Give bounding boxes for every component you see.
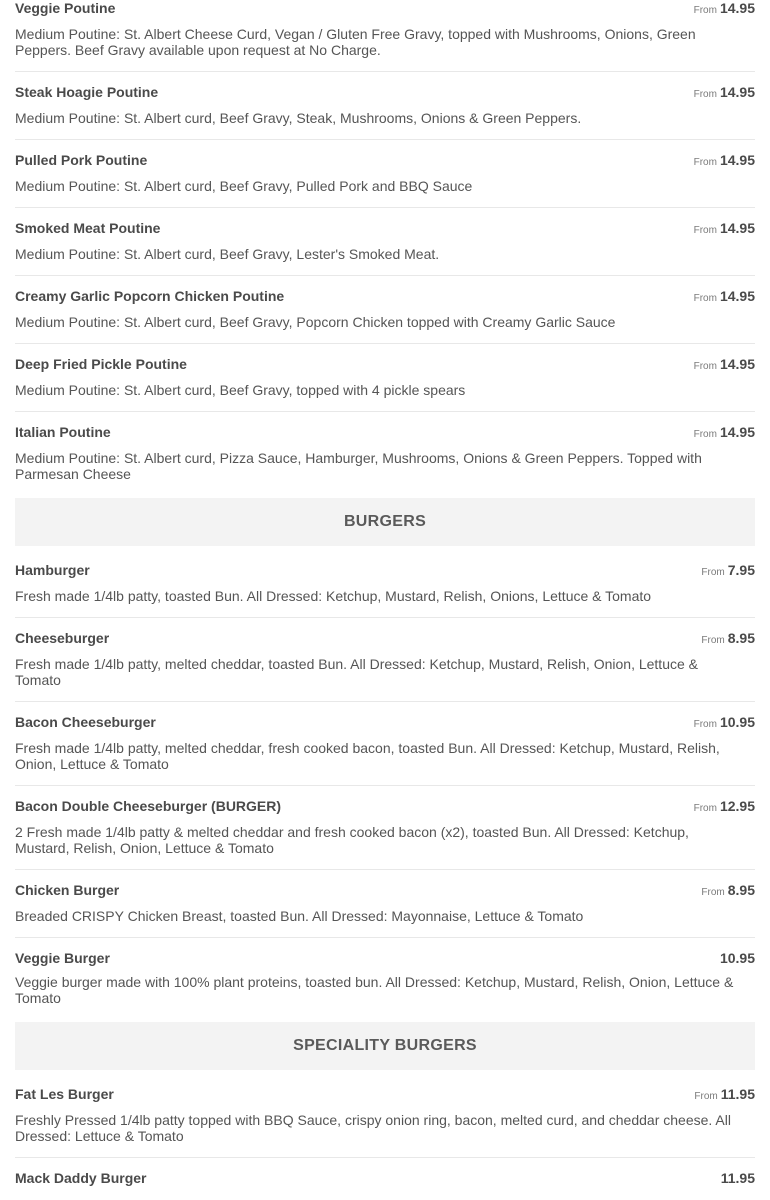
menu-item-deep-fried-pickle-poutine[interactable]	[15, 344, 755, 412]
item-description: Medium Poutine: St. Albert curd, Beef Gravy, topped with 4 pickle spears	[15, 382, 466, 398]
from-label: From	[693, 5, 717, 16]
item-name: Mack Daddy Burger	[15, 1170, 147, 1186]
item-price	[721, 1170, 755, 1187]
item-name: Deep Fried Pickle Poutine	[15, 356, 187, 372]
item-price	[694, 424, 755, 443]
menu-item-veggie-burger[interactable]	[15, 938, 755, 1022]
item-price	[694, 152, 755, 171]
item-name: Fat Les Burger	[15, 1086, 114, 1102]
item-description: Fresh made 1/4lb patty, melted cheddar, fresh cooked bacon, toasted Bun. All Dressed: Ketchup, Mustard, Relish, Onion, Lettuce & Tomato	[15, 740, 720, 772]
menu-item-pulled-pork-poutine[interactable]	[15, 140, 755, 208]
item-description: Breaded CRISPY Chicken Breast, toasted Bun. All Dressed: Mayonnaise, Lettuce & Tomato	[15, 908, 584, 924]
item-price	[701, 630, 755, 649]
menu-item-cheeseburger[interactable]	[15, 618, 755, 702]
item-name: Veggie Burger	[15, 950, 110, 966]
menu-item-chicken-burger[interactable]	[15, 870, 755, 938]
item-name: Hamburger	[15, 562, 90, 578]
price-value: 14.95	[719, 0, 755, 16]
section-header-burgers: BURGERS	[15, 498, 755, 546]
item-description: Medium Poutine: St. Albert curd, Beef Gravy, Pulled Pork and BBQ Sauce	[15, 178, 473, 194]
item-price	[720, 950, 755, 967]
item-description: 2 Fresh made 1/4lb patty & melted cheddar and fresh cooked bacon (x2), toasted Bun. All Dressed: Ketchup, Mustard, Relish, Onion, Lettuce & Tomato	[15, 824, 689, 856]
price-value: 14.95	[719, 152, 755, 168]
from-label: From	[694, 1091, 718, 1102]
item-name: Chicken Burger	[15, 882, 120, 898]
item-description: Medium Poutine: St. Albert curd, Beef Gravy, Popcorn Chicken topped with Creamy Garlic Sauce	[15, 314, 616, 330]
item-description: Freshly Pressed 1/4lb patty topped with BBQ Sauce, crispy onion ring, bacon, melted curd, and cheddar cheese. All Dressed: Lettuce & Tomato	[15, 1112, 731, 1144]
menu-item-bacon-cheeseburger[interactable]	[15, 702, 755, 786]
price-value: 14.95	[719, 424, 755, 440]
item-price	[701, 562, 755, 581]
from-label: From	[701, 887, 725, 898]
item-price	[694, 288, 755, 307]
item-name: Veggie Poutine	[15, 0, 116, 16]
item-description: Medium Poutine: St. Albert curd, Beef Gravy, Lester's Smoked Meat.	[15, 246, 440, 262]
item-price	[694, 0, 755, 19]
item-price	[694, 220, 755, 239]
price-value: 14.95	[719, 288, 755, 304]
item-price	[701, 882, 755, 901]
item-description: Medium Poutine: St. Albert curd, Pizza Sauce, Hamburger, Mushrooms, Onions & Green Peppers. Topped with Parmesan Cheese	[15, 450, 702, 482]
price-value: 14.95	[719, 84, 755, 100]
price-value: 7.95	[727, 562, 755, 578]
from-label: From	[693, 293, 717, 304]
from-label: From	[693, 429, 717, 440]
menu-item-hamburger[interactable]	[15, 546, 755, 618]
price-value: 11.95	[720, 1086, 755, 1102]
item-name: Bacon Double Cheeseburger (BURGER)	[15, 798, 282, 814]
menu-item-veggie-poutine[interactable]	[15, 0, 755, 72]
item-name: Italian Poutine	[15, 424, 111, 440]
menu-item-steak-hoagie-poutine[interactable]	[15, 72, 755, 140]
item-name: Smoked Meat Poutine	[15, 220, 161, 236]
from-label: From	[701, 567, 725, 578]
from-label: From	[693, 225, 717, 236]
item-description: Medium Poutine: St. Albert Cheese Curd, Vegan / Gluten Free Gravy, topped with Mushrooms, Onions, Green Peppers. Beef Gravy available upon request at No Charge.	[15, 26, 696, 58]
price-value: 10.95	[719, 950, 755, 966]
item-name: Steak Hoagie Poutine	[15, 84, 159, 100]
price-value: 14.95	[719, 220, 755, 236]
item-price	[694, 798, 755, 817]
item-name: Pulled Pork Poutine	[15, 152, 148, 168]
menu-item-bacon-double-cheeseburger[interactable]	[15, 786, 755, 870]
from-label: From	[701, 635, 725, 646]
price-value: 10.95	[719, 714, 755, 730]
from-label: From	[693, 89, 717, 100]
price-value: 11.95	[720, 1170, 755, 1186]
price-value: 14.95	[719, 356, 755, 372]
item-price	[694, 84, 755, 103]
menu-item-creamy-garlic-popcorn-chicken-poutine[interactable]	[15, 276, 755, 344]
item-price	[694, 1086, 755, 1105]
from-label: From	[693, 361, 717, 372]
menu-item-italian-poutine[interactable]	[15, 412, 755, 498]
price-value: 12.95	[719, 798, 755, 814]
item-price	[694, 356, 755, 375]
item-name: Cheeseburger	[15, 630, 110, 646]
item-description: Medium Poutine: St. Albert curd, Beef Gravy, Steak, Mushrooms, Onions & Green Peppers.	[15, 110, 582, 126]
item-name: Bacon Cheeseburger	[15, 714, 156, 730]
from-label: From	[693, 803, 717, 814]
item-name: Creamy Garlic Popcorn Chicken Poutine	[15, 288, 285, 304]
menu-item-smoked-meat-poutine[interactable]	[15, 208, 755, 276]
item-description: Fresh made 1/4lb patty, toasted Bun. All Dressed: Ketchup, Mustard, Relish, Onions, Lettuce & Tomato	[15, 588, 652, 604]
item-price	[694, 714, 755, 733]
section-header-speciality-burgers: SPECIALITY BURGERS	[15, 1022, 755, 1070]
price-value: 8.95	[727, 630, 755, 646]
item-description: Veggie burger made with 100% plant proteins, toasted bun. All Dressed: Ketchup, Mustard, Relish, Onion, Lettuce & Tomato	[15, 974, 734, 1006]
item-description: Fresh made 1/4lb patty, melted cheddar, toasted Bun. All Dressed: Ketchup, Mustard, Relish, Onion, Lettuce & Tomato	[15, 656, 698, 688]
menu-item-fat-les-burger[interactable]	[15, 1070, 755, 1158]
menu-item-mack-daddy-burger[interactable]	[15, 1158, 755, 1200]
from-label: From	[693, 719, 717, 730]
price-value: 8.95	[727, 882, 755, 898]
from-label: From	[693, 157, 717, 168]
